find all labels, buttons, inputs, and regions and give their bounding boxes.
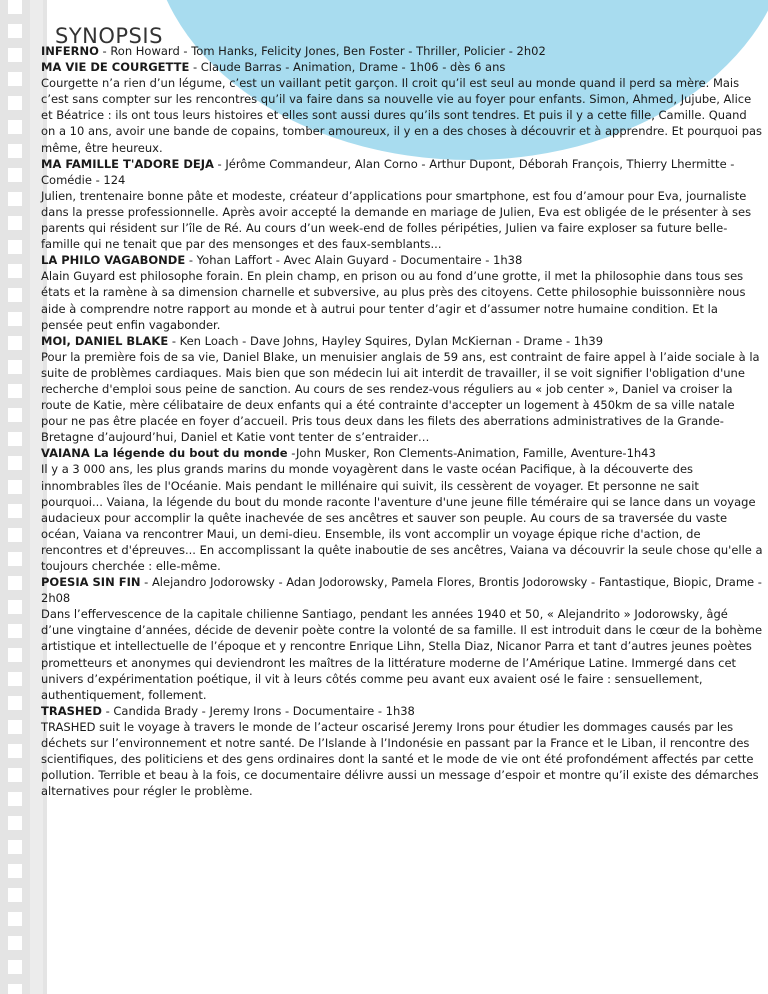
film-header: [41, 252, 763, 268]
film-title: INFERNO: [41, 44, 99, 58]
film-synopsis: Il y a 3 000 ans, les plus grands marins du monde voyagèrent dans le vaste océan Pacifique, à la découverte des innombrables îles de l'Océanie. Mais pendant le millénaire qui suivit, ils cessèrent de voyager. Et personne ne sait pourquoi... Vaiana, la légende du bout du monde raconte l'aventure d'une jeune fille téméraire qui se lance dans un voyage audacieux pour accomplir la quête inachevée de ses ancêtres et sauver son peuple. Au cours de sa traversée du vaste océan, Vaiana va rencontrer Maui, un demi-dieu. Ensemble, ils vont accomplir un voyage épique riche d'action, de rencontres et d'épreuves... En accomplissant la quête inaboutie de ses ancêtres, Vaiana va découvrir la seule chose qu'elle a toujours cherchée : elle-même.: [41, 462, 763, 573]
film-details: - Ron Howard - Tom Hanks, Felicity Jones, Ben Foster - Thriller, Policier - 2h02: [98, 44, 546, 58]
film-details: - Candida Brady - Jeremy Irons - Documentaire - 1h38: [101, 703, 415, 718]
film-details: - Claude Barras - Animation, Drame - 1h06 - dès 6 ans: [189, 60, 506, 75]
film-entry: [41, 59, 763, 156]
film-synopsis: Julien, trentenaire bonne pâte et modeste, créateur d’applications pour smartphone, est fou d’amour pour Eva, journaliste dans la presse professionnelle. Après avoir accepté la demande en mariage de Julien, Eva est obligée de le présenter à ses parents qui résident sur l’île de Ré. Au cours d’un week-end de folles péripéties, Julien va faire exploser sa future belle-famille qui ne tenait que par des mensonges et des faux-semblants...: [41, 188, 752, 252]
film-entry: [41, 703, 763, 800]
film-header: [41, 333, 763, 349]
film-title: MA VIE DE COURGETTE: [41, 60, 190, 75]
film-entry: [41, 445, 763, 574]
film-details: - Ken Loach - Dave Johns, Hayley Squires, Dylan McKiernan - Drame - 1h39: [168, 333, 604, 348]
film-entry: [41, 333, 763, 446]
film-title: VAIANA La légende du bout du monde: [41, 446, 288, 461]
synopsis-list: [41, 43, 763, 799]
film-synopsis: Courgette n’a rien d’un légume, c’est un vaillant petit garçon. Il croit qu’il est seul au monde quand il perd sa mère. Mais c’est sans compter sur les rencontres qu’il va faire dans sa nouvelle vie au foyer pour enfants. Simon, Ahmed, Jujube, Alice et Béatrice : ils ont tous leurs histoires et elles sont aussi dures qu’ils sont tendres. Et puis il y a cette fille, Camille. Quand on a 10 ans, avoir une bande de copains, tomber amoureux, il y en a des choses à découvrir et à apprendre. Et pourquoi pas même, être heureux.: [41, 76, 763, 155]
film-synopsis: Pour la première fois de sa vie, Daniel Blake, un menuisier anglais de 59 ans, est contraint de faire appel à l’aide sociale à la suite de problèmes cardiaques. Mais bien que son médecin lui ait interdit de travailler, il se voit signifier l'obligation d'une recherche d'emploi sous peine de sanction. Au cours de ses rendez-vous réguliers au « job center », Daniel va croiser la route de Katie, mère célibataire de deux enfants qui a été contrainte d'accepter un logement à 450km de sa ville natale pour ne pas être placée en foyer d’accueil. Pris tous deux dans les filets des aberrations administratives de la Grande-Bretagne d’aujourd’hui, Daniel et Katie vont tenter de s’entraider…: [41, 349, 760, 445]
film-header: [41, 43, 763, 59]
film-title: MOI, DANIEL BLAKE: [41, 333, 169, 348]
film-header: [41, 59, 763, 75]
filmstrip-decoration: [0, 0, 47, 994]
film-entry: [41, 156, 763, 253]
film-title: MA FAMILLE T'ADORE DEJA: [41, 156, 214, 171]
film-synopsis: Dans l’effervescence de la capitale chilienne Santiago, pendant les années 1940 et 50, « Alejandrito » Jodorowsky, âgé d’une vingtaine d’années, décide de devenir poète contre la volonté de sa famille. Il est introduit dans le cœur de la bohème artistique et intellectuelle de l’époque et y rencontre Enrique Lihn, Stella Diaz, Nicanor Parra et tant d’autres jeunes poètes prometteurs et anonymes qui deviendront les maîtres de la littérature moderne de l’Amérique Latine. Immergé dans cet univers d’expérimentation poétique, il vit à leurs côtés comme peu avant eux avaient osé le faire : sensuellement, authentiquement, follement.: [41, 607, 763, 702]
film-details: - Alejandro Jodorowsky - Adan Jodorowsky, Pamela Flores, Brontis Jodorowsky - Fantastique, Biopic, Drame - 2h08: [41, 575, 762, 606]
film-synopsis: TRASHED suit le voyage à travers le monde de l’acteur oscarisé Jeremy Irons pour étudier les dommages causés par les déchets sur l’environnement et notre santé. De l’Islande à l’Indonésie en passant par la France et le Liban, il rencontre des scientifiques, des politiciens et des gens ordinaires dont la santé et le mode de vie ont été profondément affectés par cette pollution. Terrible et beau à la fois, ce documentaire délivre aussi un message d’espoir et montre qu’il existe des démarches alternatives pour régler le problème.: [41, 719, 759, 799]
film-title: TRASHED: [41, 703, 102, 718]
film-synopsis: Alain Guyard est philosophe forain. En plein champ, en prison ou au fond d’une grotte, il met la philosophie dans tous ses états et la ramène à sa dimension charnelle et subversive, au plus près des citoyens. Cette philosophie buissonnière nous aide à comprendre notre rapport au monde et à autrui pour tenter d’agir et d’assumer notre humaine condition. Et la pensée peut enfin vagabonder.: [41, 269, 746, 332]
film-entry: [41, 252, 763, 332]
film-entry: [41, 574, 763, 703]
film-title: LA PHILO VAGABONDE: [41, 253, 186, 268]
film-header: [41, 574, 763, 606]
film-entry: [41, 43, 763, 59]
film-header: [41, 156, 763, 188]
film-header: [41, 703, 763, 719]
film-header: [41, 445, 763, 461]
filmstrip-perforations: [8, 0, 22, 994]
film-details: -John Musker, Ron Clements-Animation, Famille, Aventure-1h43: [287, 446, 656, 461]
page-title: SYNOPSIS: [55, 24, 163, 48]
film-details: - Yohan Laffort - Avec Alain Guyard - Documentaire - 1h38: [185, 253, 523, 268]
film-details: - Jérôme Commandeur, Alan Corno - Arthur Dupont, Déborah François, Thierry Lhermitte - Comédie - 124: [41, 156, 735, 187]
film-title: POESIA SIN FIN: [41, 575, 141, 590]
